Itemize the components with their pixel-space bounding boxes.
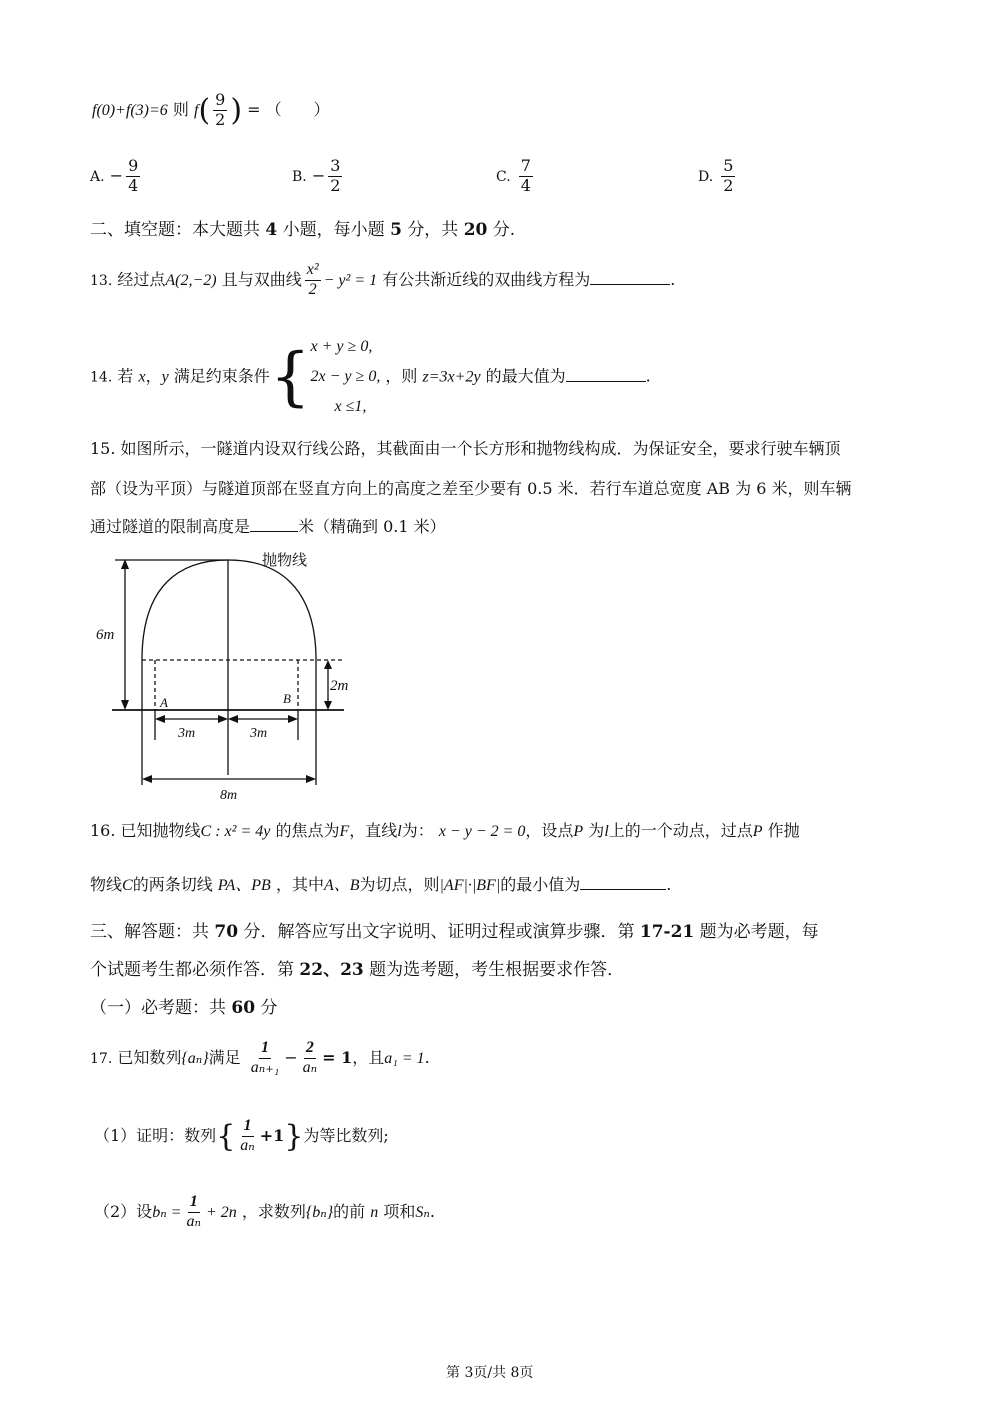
q13-point: A(2,−2) <box>165 271 217 289</box>
section3-line1: 三、解答题：共 70 分．解答应写出文字说明、证明过程或演算步骤．第 17-21 题为必考题，每 <box>90 922 819 942</box>
q15-answer-blank[interactable] <box>250 517 298 532</box>
q12-condition-line: f(0)+f(3)=6 则 f( $\frac{9}{2}$ ) = （ ） <box>92 90 330 129</box>
q17-part2: （2）设bₙ = $\frac{1}{\text{aₙ}}$ + 2n ，求数列{bₙ}的前 n 项和Sₙ. <box>94 1193 435 1230</box>
q12-func: f <box>194 101 199 119</box>
q15-line2: 部（设为平顶）与隧道顶部在竖直方向上的高度之差至少要有 0.5 米．若行车道总宽度 AB 为 6 米，则车辆 <box>90 479 852 498</box>
q15-line1: 15. 如图所示，一隧道内设双行线公路，其截面由一个长方形和抛物线构成．为保证安全，要求行驶车辆顶 <box>90 439 841 458</box>
q12-paren: （ ） <box>265 99 330 119</box>
q16-line1: 16. 已知抛物线C : x² = 4y 的焦点为F，直线l为： x − y − 2 = 0，设点P 为l上的一个动点，过点P 作抛 <box>90 821 800 840</box>
q12-option-a[interactable]: A. − $\frac{9}{4}$ <box>90 156 139 195</box>
q14-constraints: x + y ≥ 0, 2x − y ≥ 0, x ≤1, <box>310 338 381 415</box>
q14-brace: { <box>269 340 311 414</box>
q17-part1: （1）证明：数列{ $\frac{1}{\text{aₙ}}$ +1}为等比数列; <box>94 1117 389 1154</box>
tunnel-figure <box>90 545 360 805</box>
page-footer: 第 3页/共 8页 <box>446 1365 534 1381</box>
q14-answer-blank[interactable] <box>566 367 646 382</box>
q13: 13. 经过点A(2,−2) 且与双曲线 $\frac{\text{x²}}{2}$ − y² = 1 有公共渐近线的双曲线方程为 . <box>90 261 676 298</box>
q12-ask: 则 <box>172 99 189 119</box>
q16-answer-blank[interactable] <box>580 875 666 890</box>
section2-heading: 二、填空题：本大题共 4 小题，每小题 5 分，共 20 分. <box>90 220 516 240</box>
q15-line3: 通过隧道的限制高度是 米（精确到 0.1 米） <box>90 517 446 536</box>
q12-option-d[interactable]: D. $\frac{5}{2}$ <box>698 156 734 195</box>
label-8m: 8m <box>220 788 238 803</box>
section3-subheading: （一）必考题：共 60 分 <box>90 998 278 1018</box>
q13-fraction: $\frac{\text{x²}}{2}$ <box>306 261 319 298</box>
label-6m: 6m <box>96 627 115 643</box>
q17: 17. 已知数列{aₙ}满足 $\frac{1}{\text{aₙ₊₁}}$ − $\frac{2}{\text{aₙ}}$ = 1，且a₁ = 1. <box>90 1039 430 1076</box>
q12-option-b[interactable]: B. − $\frac{3}{2}$ <box>292 156 341 195</box>
q12-option-c[interactable]: C. $\frac{7}{4}$ <box>496 156 531 195</box>
section3-line2: 个试题考生都必须作答．第 22、23 题为选考题，考生根据要求作答． <box>90 960 625 980</box>
label-3m-left: 3m <box>178 726 196 741</box>
label-2m: 2m <box>330 678 349 694</box>
label-parabola: 抛物线 <box>262 551 308 569</box>
parabola-arc <box>142 560 316 660</box>
label-B: B <box>283 691 291 706</box>
q12-fraction: $\frac{9}{2}$ <box>215 90 226 129</box>
label-A: A <box>160 695 168 710</box>
q12-eq: = <box>247 99 261 119</box>
q13-answer-blank[interactable] <box>590 270 670 285</box>
q12-condition: f(0)+f(3)=6 <box>92 101 168 119</box>
q16-line2: 物线C的两条切线 PA、PB ，其中A、B为切点，则|AF|·|BF|的最小值为 . <box>90 875 672 894</box>
label-3m-right: 3m <box>250 726 268 741</box>
q14: 14. 若 x，y 满足约束条件{ x + y ≥ 0, 2x − y ≥ 0, x ≤1, ，则 z=3x+2y 的最大值为 . <box>90 332 651 422</box>
